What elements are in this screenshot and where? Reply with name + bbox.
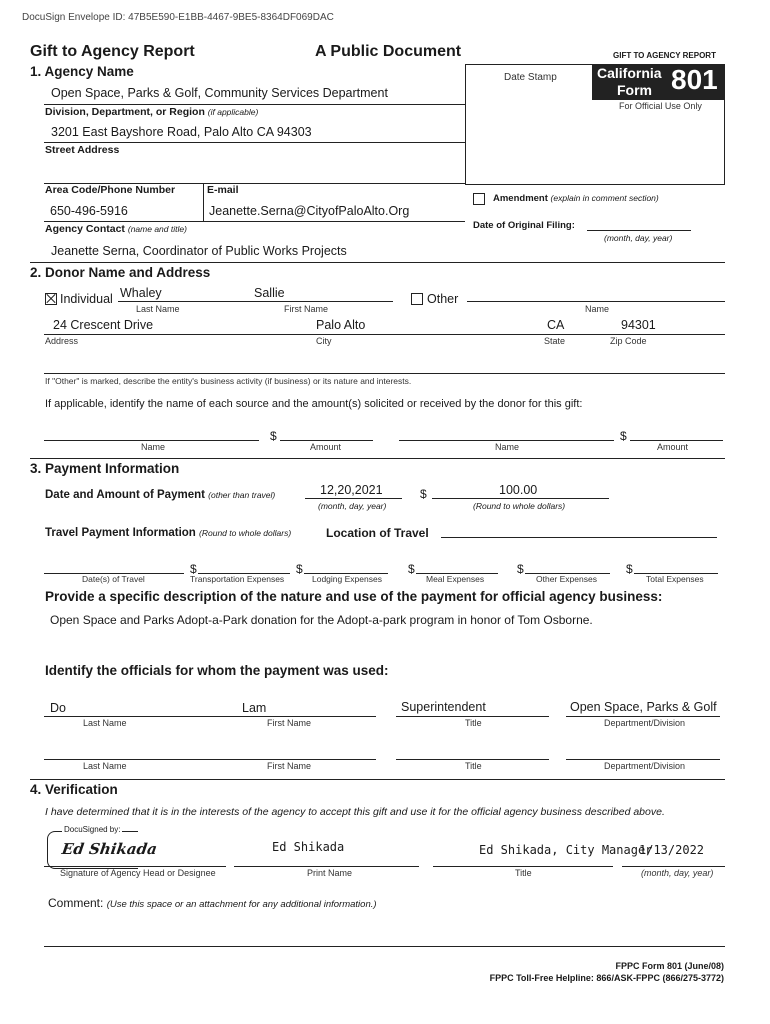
transport-label: Transportation Expenses: [190, 574, 285, 584]
payment-amount-note: (Round to whole dollars): [473, 501, 566, 511]
other-label: Other: [427, 292, 459, 306]
gift-report-label: GIFT TO AGENCY REPORT: [613, 51, 716, 60]
verification-date[interactable]: 1/13/2022: [639, 843, 705, 857]
section1-title: 1. Agency Name: [30, 64, 134, 79]
donor-first-name[interactable]: Sallie: [254, 286, 285, 300]
payment-date-note: (month, day, year): [318, 501, 387, 511]
section2-title: 2. Donor Name and Address: [30, 265, 211, 280]
description-heading: Provide a specific description of the nature and use of the payment for official agency business:: [45, 589, 663, 604]
donor-zip[interactable]: 94301: [621, 318, 656, 332]
amendment-checkbox[interactable]: [473, 193, 485, 205]
transport-dollar: $: [190, 562, 197, 576]
original-filing-note: (month, day, year): [604, 233, 673, 243]
official2-last-label: Last Name: [83, 761, 127, 771]
official1-last-label: Last Name: [83, 718, 127, 728]
form-title: Gift to Agency Report: [30, 43, 195, 60]
official1-title-label: Title: [465, 718, 482, 728]
total-dollar: $: [626, 562, 633, 576]
phone-label: Area Code/Phone Number: [45, 184, 176, 196]
travel-dates-label: Date(s) of Travel: [82, 574, 145, 584]
city-label: City: [316, 336, 332, 346]
donor-address[interactable]: 24 Crescent Drive: [53, 318, 154, 332]
other-name-label: Name: [585, 304, 610, 314]
donor-city[interactable]: Palo Alto: [316, 318, 366, 332]
payment-dollar: $: [420, 487, 427, 501]
total-label: Total Expenses: [646, 574, 704, 584]
travel-label: Travel Payment Information (Round to whole dollars): [45, 527, 292, 539]
signature-label: Signature of Agency Head or Designee: [60, 868, 216, 878]
date-label: (month, day, year): [641, 868, 714, 878]
first-name-label: First Name: [284, 304, 329, 314]
email-label: E-mail: [207, 184, 239, 196]
form-reference: FPPC Form 801 (June/08): [615, 961, 724, 971]
comment-label: Comment: (Use this space or an attachment for any additional information.): [48, 896, 377, 910]
email-value[interactable]: Jeanette.Serna@CityofPaloAlto.Org: [209, 204, 410, 218]
amendment-label: Amendment (explain in comment section): [493, 193, 659, 204]
other-checkbox[interactable]: [411, 293, 423, 305]
source1-dollar: $: [270, 429, 277, 443]
section3-title: 3. Payment Information: [30, 461, 180, 476]
location-label: Location of Travel: [326, 526, 429, 540]
lodging-label: Lodging Expenses: [312, 574, 382, 584]
contact-label: Agency Contact (name and title): [45, 223, 187, 235]
source-note: If applicable, identify the name of each source and the amount(s) solicited or received by the donor for this gift:: [45, 398, 583, 410]
phone-value[interactable]: 650-496-5916: [50, 204, 128, 218]
signature[interactable]: Ed Shikada: [60, 840, 159, 858]
payment-date[interactable]: 12,20,2021: [320, 483, 383, 497]
last-name-label: Last Name: [136, 304, 180, 314]
official1-first-label: First Name: [267, 718, 312, 728]
title-value[interactable]: Ed Shikada, City Manager: [479, 843, 653, 857]
date-stamp-label: Date Stamp: [504, 72, 557, 83]
official2-title-label: Title: [465, 761, 482, 771]
meal-label: Meal Expenses: [426, 574, 485, 584]
original-filing-label: Date of Original Filing:: [473, 220, 575, 231]
agency-name-value[interactable]: Open Space, Parks & Golf, Community Services Department: [51, 86, 388, 100]
contact-value[interactable]: Jeanette Serna, Coordinator of Public Works Projects: [51, 244, 347, 258]
officials-heading: Identify the officials for whom the payment was used:: [45, 663, 389, 678]
official1-title[interactable]: Superintendent: [401, 700, 486, 714]
california-label: California: [597, 65, 662, 81]
official1-department[interactable]: Open Space, Parks & Golf: [570, 700, 717, 714]
address-label: Address: [45, 336, 79, 346]
state-label: State: [544, 336, 566, 346]
division-label: Division, Department, or Region (if applicable): [45, 106, 259, 118]
other-description-note: If "Other" is marked, describe the entity's business activity (if business) or its nature and interests.: [45, 376, 412, 386]
official1-last-name[interactable]: Do: [50, 701, 66, 715]
source1-amount-label: Amount: [310, 442, 342, 452]
other-dollar: $: [517, 562, 524, 576]
individual-label: Individual: [60, 292, 113, 306]
other-expenses-label: Other Expenses: [536, 574, 597, 584]
meal-dollar: $: [408, 562, 415, 576]
form-label: Form: [617, 82, 652, 98]
payment-amount[interactable]: 100.00: [499, 483, 538, 497]
individual-checkbox[interactable]: [45, 293, 57, 305]
street-address-value[interactable]: 3201 East Bayshore Road, Palo Alto CA 94303: [51, 125, 312, 139]
donor-last-name[interactable]: Whaley: [120, 286, 162, 300]
envelope-id: DocuSign Envelope ID: 47B5E590-E1BB-4467-9BE5-8364DF069DAC: [22, 12, 334, 23]
official2-first-label: First Name: [267, 761, 312, 771]
description-value[interactable]: Open Space and Parks Adopt-a-Park donation for the Adopt-a-park program in honor of Tom Osborne.: [50, 613, 593, 627]
verification-statement: I have determined that it is in the interests of the agency to accept this gift and use it for the official agency business described above.: [45, 806, 665, 818]
section4-title: 4. Verification: [30, 782, 118, 797]
print-name-label: Print Name: [307, 868, 353, 878]
official-use-label: For Official Use Only: [619, 101, 702, 111]
date-amount-label: Date and Amount of Payment (other than travel): [45, 489, 276, 501]
public-document-label: A Public Document: [315, 43, 462, 60]
street-address-label: Street Address: [45, 144, 120, 156]
source2-name-label: Name: [495, 442, 520, 452]
helpline: FPPC Toll-Free Helpline: 866/ASK-FPPC (866/275-3772): [489, 973, 724, 983]
source1-name-label: Name: [141, 442, 166, 452]
lodging-dollar: $: [296, 562, 303, 576]
form-number: 801: [671, 64, 718, 95]
official1-dept-label: Department/Division: [604, 718, 686, 728]
official1-first-name[interactable]: Lam: [242, 701, 267, 715]
zip-label: Zip Code: [610, 336, 647, 346]
donor-state[interactable]: CA: [547, 318, 565, 332]
source2-amount-label: Amount: [657, 442, 689, 452]
docusigned-by-label: DocuSigned by:: [64, 825, 121, 834]
print-name-value[interactable]: Ed Shikada: [272, 840, 345, 854]
title-label: Title: [515, 868, 532, 878]
official2-dept-label: Department/Division: [604, 761, 686, 771]
source2-dollar: $: [620, 429, 627, 443]
